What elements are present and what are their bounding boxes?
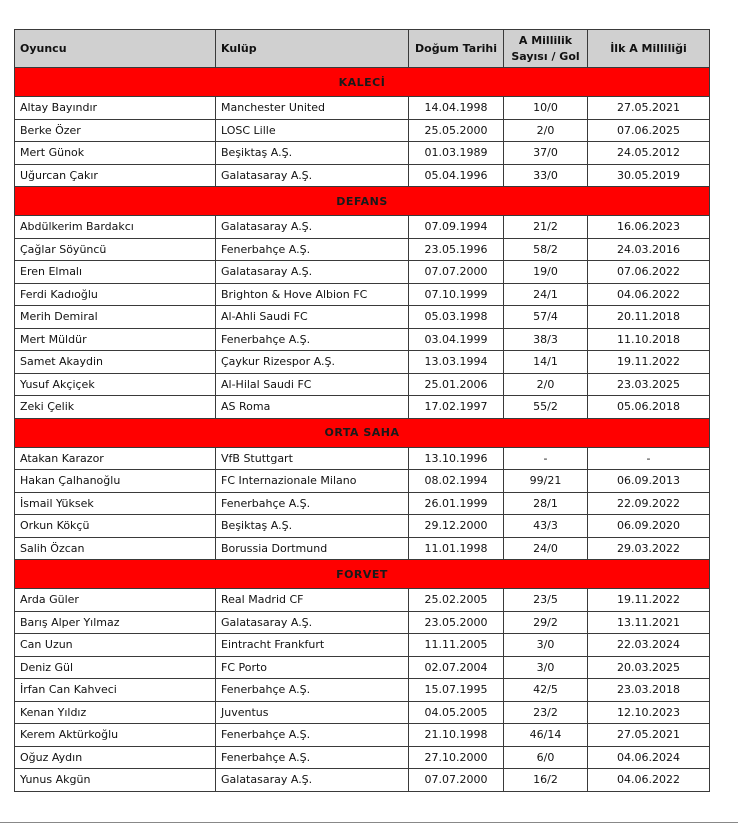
player-name: Mert Günok	[15, 142, 216, 165]
player-row	[15, 515, 710, 538]
player-name: Can Uzun	[15, 634, 216, 657]
club-name: Galatasaray A.Ş.	[216, 164, 409, 187]
birth-date: 08.02.1994	[409, 470, 504, 493]
caps-goals: 24/1	[504, 283, 588, 306]
section-title: FORVET	[15, 560, 710, 589]
caps-goals: 3/0	[504, 656, 588, 679]
player-row	[15, 351, 710, 374]
player-name: Altay Bayındır	[15, 97, 216, 120]
caps-goals: 23/5	[504, 589, 588, 612]
birth-date: 26.01.1999	[409, 492, 504, 515]
club-name: Beşiktaş A.Ş.	[216, 142, 409, 165]
birth-date: 23.05.2000	[409, 611, 504, 634]
club-name: FC Porto	[216, 656, 409, 679]
section-header-row	[15, 560, 710, 589]
caps-goals: 33/0	[504, 164, 588, 187]
header-player: Oyuncu	[15, 30, 216, 68]
club-name: Manchester United	[216, 97, 409, 120]
caps-goals: 29/2	[504, 611, 588, 634]
caps-goals: 42/5	[504, 679, 588, 702]
caps-goals: 38/3	[504, 328, 588, 351]
header-row	[15, 30, 710, 68]
player-name: Salih Özcan	[15, 537, 216, 560]
player-name: Çağlar Söyüncü	[15, 238, 216, 261]
player-row	[15, 537, 710, 560]
player-name: Yusuf Akçiçek	[15, 373, 216, 396]
club-name: Eintracht Frankfurt	[216, 634, 409, 657]
debut-date: 22.09.2022	[588, 492, 710, 515]
debut-date: 24.03.2016	[588, 238, 710, 261]
player-name: Atakan Karazor	[15, 447, 216, 470]
player-row	[15, 769, 710, 792]
player-row	[15, 373, 710, 396]
player-name: İsmail Yüksek	[15, 492, 216, 515]
player-row	[15, 634, 710, 657]
player-name: Samet Akaydin	[15, 351, 216, 374]
birth-date: 14.04.1998	[409, 97, 504, 120]
birth-date: 13.03.1994	[409, 351, 504, 374]
player-row	[15, 164, 710, 187]
debut-date: 05.06.2018	[588, 396, 710, 419]
caps-goals: 57/4	[504, 306, 588, 329]
player-name: Hakan Çalhanoğlu	[15, 470, 216, 493]
caps-goals: 55/2	[504, 396, 588, 419]
caps-goals: 16/2	[504, 769, 588, 792]
club-name: Al-Hilal Saudi FC	[216, 373, 409, 396]
debut-date: 04.06.2022	[588, 283, 710, 306]
debut-date: 11.10.2018	[588, 328, 710, 351]
debut-date: 06.09.2013	[588, 470, 710, 493]
player-row	[15, 611, 710, 634]
club-name: LOSC Lille	[216, 119, 409, 142]
caps-goals: 99/21	[504, 470, 588, 493]
club-name: FC Internazionale Milano	[216, 470, 409, 493]
caps-goals: 6/0	[504, 746, 588, 769]
club-name: Fenerbahçe A.Ş.	[216, 724, 409, 747]
caps-goals: 3/0	[504, 634, 588, 657]
player-name: İrfan Can Kahveci	[15, 679, 216, 702]
debut-date: 24.05.2012	[588, 142, 710, 165]
player-row	[15, 306, 710, 329]
birth-date: 21.10.1998	[409, 724, 504, 747]
squad-body	[15, 68, 710, 792]
debut-date: 04.06.2024	[588, 746, 710, 769]
club-name: Real Madrid CF	[216, 589, 409, 612]
caps-goals: 2/0	[504, 373, 588, 396]
birth-date: 13.10.1996	[409, 447, 504, 470]
club-name: Galatasaray A.Ş.	[216, 769, 409, 792]
debut-date: 20.03.2025	[588, 656, 710, 679]
club-name: Galatasaray A.Ş.	[216, 611, 409, 634]
player-row	[15, 701, 710, 724]
caps-goals: 37/0	[504, 142, 588, 165]
player-name: Mert Müldür	[15, 328, 216, 351]
birth-date: 05.03.1998	[409, 306, 504, 329]
player-name: Oğuz Aydın	[15, 746, 216, 769]
section-header-row	[15, 418, 710, 447]
caps-goals: 58/2	[504, 238, 588, 261]
caps-goals: 28/1	[504, 492, 588, 515]
player-row	[15, 746, 710, 769]
birth-date: 25.01.2006	[409, 373, 504, 396]
header-caps-line2: Sayısı / Gol	[511, 49, 580, 63]
player-row	[15, 97, 710, 120]
debut-date: 23.03.2025	[588, 373, 710, 396]
caps-goals: 10/0	[504, 97, 588, 120]
player-name: Deniz Gül	[15, 656, 216, 679]
section-header-row	[15, 187, 710, 216]
player-name: Zeki Çelik	[15, 396, 216, 419]
debut-date: 19.11.2022	[588, 351, 710, 374]
club-name: Fenerbahçe A.Ş.	[216, 679, 409, 702]
player-name: Berke Özer	[15, 119, 216, 142]
club-name: Fenerbahçe A.Ş.	[216, 492, 409, 515]
player-name: Orkun Kökçü	[15, 515, 216, 538]
debut-date: 20.11.2018	[588, 306, 710, 329]
player-row	[15, 492, 710, 515]
player-name: Merih Demiral	[15, 306, 216, 329]
caps-goals: 24/0	[504, 537, 588, 560]
player-name: Abdülkerim Bardakcı	[15, 216, 216, 239]
club-name: VfB Stuttgart	[216, 447, 409, 470]
debut-date: 23.03.2018	[588, 679, 710, 702]
header-club: Kulüp	[216, 30, 409, 68]
player-name: Yunus Akgün	[15, 769, 216, 792]
birth-date: 11.11.2005	[409, 634, 504, 657]
player-name: Barış Alper Yılmaz	[15, 611, 216, 634]
debut-date: 19.11.2022	[588, 589, 710, 612]
section-title: KALECİ	[15, 68, 710, 97]
club-name: Fenerbahçe A.Ş.	[216, 746, 409, 769]
birth-date: 27.10.2000	[409, 746, 504, 769]
club-name: Fenerbahçe A.Ş.	[216, 328, 409, 351]
birth-date: 29.12.2000	[409, 515, 504, 538]
club-name: Fenerbahçe A.Ş.	[216, 238, 409, 261]
birth-date: 07.09.1994	[409, 216, 504, 239]
birth-date: 07.07.2000	[409, 769, 504, 792]
header-debut: İlk A Milliliği	[588, 30, 710, 68]
debut-date: 30.05.2019	[588, 164, 710, 187]
player-row	[15, 447, 710, 470]
birth-date: 05.04.1996	[409, 164, 504, 187]
player-row	[15, 261, 710, 284]
caps-goals: 23/2	[504, 701, 588, 724]
player-row	[15, 142, 710, 165]
birth-date: 25.05.2000	[409, 119, 504, 142]
debut-date: 16.06.2023	[588, 216, 710, 239]
debut-date: 04.06.2022	[588, 769, 710, 792]
player-row	[15, 328, 710, 351]
player-row	[15, 656, 710, 679]
caps-goals: -	[504, 447, 588, 470]
player-row	[15, 470, 710, 493]
player-row	[15, 679, 710, 702]
club-name: Al-Ahli Saudi FC	[216, 306, 409, 329]
birth-date: 01.03.1989	[409, 142, 504, 165]
caps-goals: 43/3	[504, 515, 588, 538]
caps-goals: 2/0	[504, 119, 588, 142]
birth-date: 25.02.2005	[409, 589, 504, 612]
caps-goals: 19/0	[504, 261, 588, 284]
birth-date: 04.05.2005	[409, 701, 504, 724]
debut-date: 27.05.2021	[588, 724, 710, 747]
player-row	[15, 238, 710, 261]
club-name: Brighton & Hove Albion FC	[216, 283, 409, 306]
debut-date: 12.10.2023	[588, 701, 710, 724]
player-name: Kenan Yıldız	[15, 701, 216, 724]
header-caps-goals	[504, 30, 588, 68]
birth-date: 07.10.1999	[409, 283, 504, 306]
player-row	[15, 589, 710, 612]
debut-date: -	[588, 447, 710, 470]
debut-date: 06.09.2020	[588, 515, 710, 538]
player-name: Eren Elmalı	[15, 261, 216, 284]
section-title: DEFANS	[15, 187, 710, 216]
club-name: Borussia Dortmund	[216, 537, 409, 560]
caps-goals: 14/1	[504, 351, 588, 374]
player-row	[15, 216, 710, 239]
player-row	[15, 396, 710, 419]
caps-goals: 21/2	[504, 216, 588, 239]
birth-date: 11.01.1998	[409, 537, 504, 560]
birth-date: 17.02.1997	[409, 396, 504, 419]
player-name: Uğurcan Çakır	[15, 164, 216, 187]
squad-table	[14, 29, 710, 792]
header-birth-date: Doğum Tarihi	[409, 30, 504, 68]
club-name: Galatasaray A.Ş.	[216, 216, 409, 239]
player-name: Arda Güler	[15, 589, 216, 612]
club-name: Galatasaray A.Ş.	[216, 261, 409, 284]
debut-date: 22.03.2024	[588, 634, 710, 657]
player-name: Kerem Aktürkoğlu	[15, 724, 216, 747]
debut-date: 27.05.2021	[588, 97, 710, 120]
debut-date: 29.03.2022	[588, 537, 710, 560]
debut-date: 13.11.2021	[588, 611, 710, 634]
section-header-row	[15, 68, 710, 97]
player-row	[15, 283, 710, 306]
birth-date: 07.07.2000	[409, 261, 504, 284]
caps-goals: 46/14	[504, 724, 588, 747]
header-caps-line1: A Millilik	[518, 33, 573, 47]
debut-date: 07.06.2022	[588, 261, 710, 284]
birth-date: 03.04.1999	[409, 328, 504, 351]
club-name: Juventus	[216, 701, 409, 724]
club-name: Çaykur Rizespor A.Ş.	[216, 351, 409, 374]
birth-date: 23.05.1996	[409, 238, 504, 261]
club-name: AS Roma	[216, 396, 409, 419]
bottom-divider	[0, 822, 738, 823]
birth-date: 02.07.2004	[409, 656, 504, 679]
birth-date: 15.07.1995	[409, 679, 504, 702]
player-name: Ferdi Kadıoğlu	[15, 283, 216, 306]
player-row	[15, 119, 710, 142]
debut-date: 07.06.2025	[588, 119, 710, 142]
club-name: Beşiktaş A.Ş.	[216, 515, 409, 538]
player-row	[15, 724, 710, 747]
section-title: ORTA SAHA	[15, 418, 710, 447]
